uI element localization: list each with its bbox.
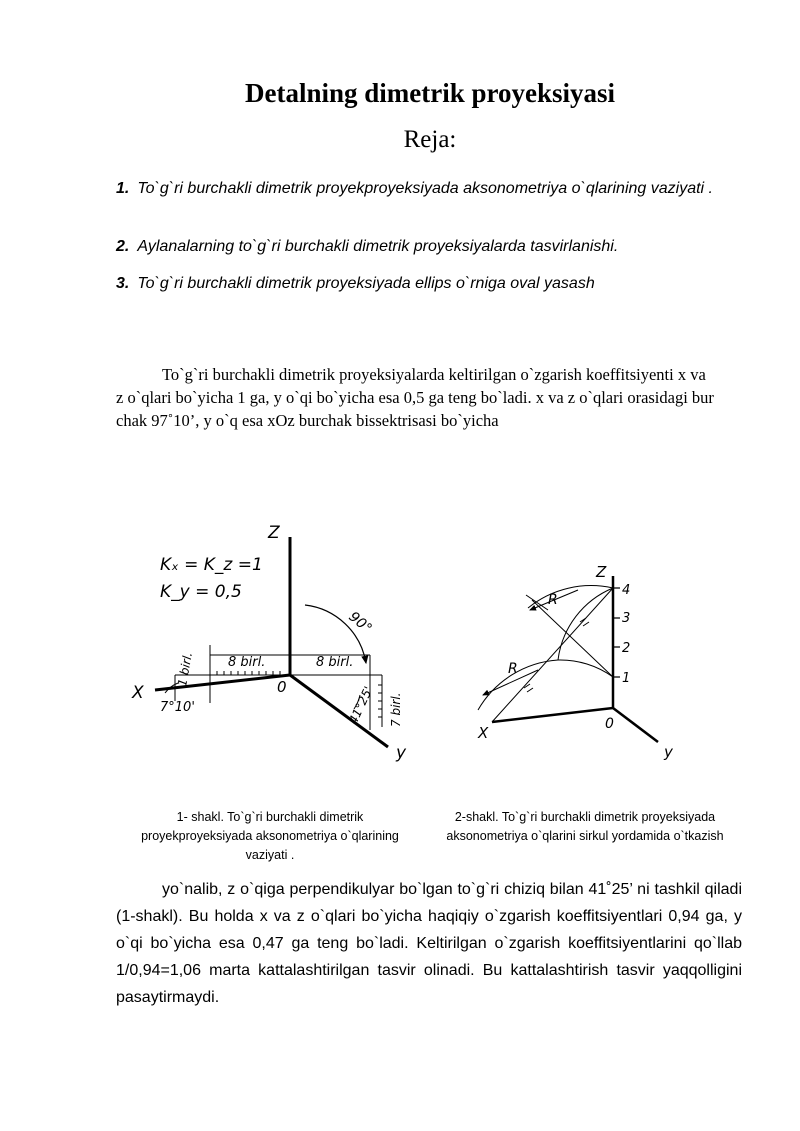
plan-item-2 xyxy=(116,234,741,260)
plan-item-1 xyxy=(116,176,741,202)
one-unit-label: 1 birl. xyxy=(175,651,195,688)
plan-item-text: Aylanalarning to`g`ri burchakli dimetrik proyeksiyalarda tasvirlanishi. xyxy=(137,238,619,255)
body-paragraph xyxy=(116,876,742,1011)
radius-label-top: R xyxy=(548,592,558,608)
x-axis-label: X xyxy=(132,683,144,703)
plan-item-number: 2. xyxy=(116,238,130,255)
radius-label-bottom: R xyxy=(508,661,518,677)
figure-2-diagram xyxy=(468,560,683,770)
seven-unit-label: 7 birl. xyxy=(389,692,403,727)
coefficient-kx-kz: Kₓ = K_z =1 xyxy=(160,555,263,575)
origin-label: 0 xyxy=(605,716,614,732)
plan-heading: Reja: xyxy=(403,126,457,153)
y-axis-label: y xyxy=(396,743,407,763)
page-title: Detalning dimetrik proyeksiyasi xyxy=(244,78,616,108)
plan-item-3 xyxy=(116,271,741,297)
figure-2-caption: 2-shakl. To`g`ri burchakli dimetrik proyeksiyada aksonometriya o`qlarini sirkul yordamida o`tkazish xyxy=(446,810,724,843)
plan-item-number: 1. xyxy=(116,180,130,197)
z-axis-label: Z xyxy=(596,563,607,581)
x-axis-label: X xyxy=(478,724,489,742)
y-axis xyxy=(290,675,388,747)
angle-90-label: 90° xyxy=(345,608,375,638)
z-axis-label: Z xyxy=(268,523,280,543)
intro-paragraph-text: To`g`ri burchakli dimetrik proyeksiyalarda keltirilgan o`zgarish koeffitsiyenti x va z o`qlari bo`yicha 1 ga, y o`qi bo`yicha esa 0,5 ga teng bo`ladi. x va z o`qlari orasidagi bur chak 97˚10’, y o`q esa xOz burchak bissektrisasi bo`yicha xyxy=(116,365,714,430)
tick-label-2: 2 xyxy=(622,641,631,656)
left-length-label: 8 birl. xyxy=(228,655,266,670)
figure-1-caption: 1- shakl. To`g`ri burchakli dimetrik proyekproyeksiyada aksonometriya o`qlarining vaziyati . xyxy=(141,810,399,862)
body-paragraph-text: yo`nalib, z o`qiga perpendikulyar bo`lgan to`g`ri chiziq bilan 41˚25’ ni tashkil qiladi (1-shakl). Bu holda x va z o`qlari bo`yicha haqiqiy o`zgarish koeffitsiyentlari 0,94 ga, y o`qi bo`yicha esa 0,47 ga teng bo`ladi. Keltirilgan o`zgarish koeffitsiyentlarini qo`llab 1/0,94=1,06 marta kattalashtirilgan tasvir olinadi. Bu kattalashtirish tasvir yaqqolligini pasaytirmaydi. xyxy=(116,881,742,1006)
x-axis xyxy=(492,708,613,722)
angle-x-label: 7°10' xyxy=(160,700,195,715)
figure-1-diagram xyxy=(120,515,430,770)
origin-label: 0 xyxy=(277,678,287,696)
tick-label-4: 4 xyxy=(622,583,631,598)
plan-item-text: To`g`ri burchakli dimetrik proyeksiyada ellips o`rniga oval yasash xyxy=(137,275,595,292)
angle-y-label: 41°25' xyxy=(346,684,376,727)
right-length-label: 8 birl. xyxy=(316,655,354,670)
tick-label-1: 1 xyxy=(622,671,631,686)
y-axis xyxy=(613,708,658,742)
coefficient-ky: K_y = 0,5 xyxy=(160,582,242,602)
plan-item-number: 3. xyxy=(116,275,130,292)
y-axis-label: y xyxy=(664,743,673,761)
plan-item-text: To`g`ri burchakli dimetrik proyekproyeksiyada aksonometriya o`qlarining vaziyati . xyxy=(137,180,713,197)
intro-paragraph xyxy=(116,363,716,432)
tick-label-3: 3 xyxy=(622,611,631,626)
